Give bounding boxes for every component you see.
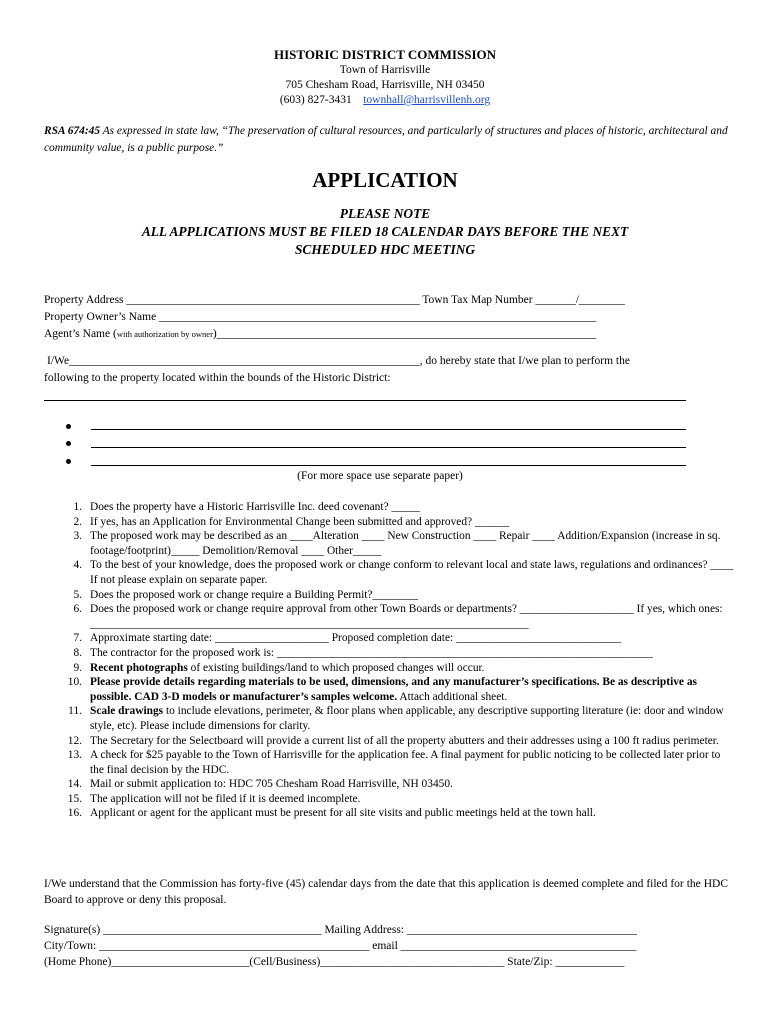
- item-plain-text: of existing buildings/land to which proposed changes will occur.: [187, 661, 485, 674]
- item-text: Does the property have a Historic Harrisville Inc. deed covenant? _____: [90, 501, 420, 513]
- more-space-note: (For more space use separate paper): [297, 470, 463, 482]
- item-text: The proposed work may be described as an ____Alteration ____ New Construction ____ Repair ____ Addition/Expansion (increase in sq. footage/footprint)_____ Demolition/Removal ____ Other_____: [90, 530, 721, 557]
- agent-name-label: Agent’s Name (: [44, 328, 117, 340]
- item-number: 6.: [73, 603, 82, 616]
- agent-name-note: with authorization by owner: [116, 329, 213, 339]
- list-item: [44, 675, 734, 704]
- list-item: [44, 748, 734, 777]
- list-item[interactable]: [44, 515, 734, 530]
- item-number: 1.: [73, 501, 82, 513]
- following-text: following to the property located within the bounds of the Historic District:: [44, 372, 391, 384]
- item-bold-text: Recent photographs: [90, 661, 188, 674]
- notice-line-1: PLEASE NOTE: [339, 206, 431, 221]
- list-item[interactable]: [44, 646, 734, 661]
- agent-name-line: )__________________________________________________________________: [212, 328, 597, 340]
- bullet-2: [66, 441, 71, 446]
- bullet-3: [66, 459, 71, 464]
- item-number: 14.: [67, 778, 82, 791]
- item-text: To the best of your knowledge, does the proposed work or change conform to relevant local and state laws, regulations and ordinances? ____ If not please explain on separate paper.: [90, 559, 734, 586]
- item-text: Does the proposed work or change require approval from other Town Boards or departments? ____________________ If yes, which ones: _____________________________________________________________________________: [90, 603, 723, 630]
- item-text: Mail or submit application to: HDC 705 Chesham Road Harrisville, NH 03450.: [90, 778, 453, 791]
- notice-line-3: SCHEDULED HDC MEETING: [294, 242, 476, 257]
- item-bold-text: Scale drawings: [90, 705, 164, 718]
- property-address-field[interactable]: Property Address ___________________________________________________ Town Tax Map Number _______/________: [44, 294, 625, 306]
- list-item[interactable]: [44, 631, 734, 646]
- item-text: The contractor for the proposed work is: __________________________________________________________________: [90, 646, 653, 659]
- org-heading: HISTORIC DISTRICT COMMISSION: [273, 47, 497, 62]
- item-number: 9.: [73, 661, 82, 674]
- item-number: 7.: [73, 632, 82, 645]
- item-number: 11.: [68, 705, 82, 718]
- town-name: Town of Harrisville: [339, 64, 431, 76]
- list-item[interactable]: [44, 558, 734, 587]
- list-item[interactable]: [44, 529, 734, 558]
- item-text: Does the proposed work or change require a Building Permit?________: [90, 588, 419, 601]
- notice-line-2: ALL APPLICATIONS MUST BE FILED 18 CALENDAR DAYS BEFORE THE NEXT: [141, 224, 629, 239]
- rsa-label: RSA 674:45: [44, 125, 101, 137]
- bullet-1: [66, 424, 71, 429]
- item-number: 2.: [73, 515, 82, 528]
- work-item-line-2[interactable]: [91, 447, 686, 448]
- list-item: [44, 806, 734, 821]
- item-text: [90, 704, 734, 733]
- list-item[interactable]: [44, 588, 734, 603]
- understanding-statement: I/We understand that the Commission has forty-five (45) calendar days from the date that this application is deemed complete and filed for the HDC Board to approve or deny this proposal.: [44, 878, 728, 906]
- item-number: 3.: [73, 530, 82, 543]
- item-text: [90, 661, 734, 676]
- item-plain-text: Attach additional sheet.: [397, 690, 508, 703]
- town-address: 705 Chesham Road, Harrisville, NH 03450: [285, 79, 485, 91]
- item-number: 5.: [73, 588, 82, 601]
- item-text: The application will not be filed if it is deemed incomplete.: [90, 792, 361, 805]
- rsa-text: As expressed in state law, “The preservation of cultural resources, and particularly of structures and places of historic, architectural and community value, is a public purpose.”: [44, 125, 728, 154]
- item-number: 4.: [73, 559, 82, 572]
- list-item: [44, 661, 734, 676]
- phone-state-field[interactable]: (Home Phone)________________________(Cell/Business)________________________________ State/Zip: ____________: [44, 956, 625, 968]
- city-email-field[interactable]: City/Town: _______________________________________________ email _________________________________________: [44, 940, 637, 952]
- owner-name-field[interactable]: Property Owner’s Name ____________________________________________________________________________: [44, 311, 597, 323]
- work-description-line[interactable]: [44, 400, 686, 401]
- item-number: 10.: [67, 676, 82, 689]
- item-text: Approximate starting date: ____________________ Proposed completion date: _____________________________: [90, 632, 622, 645]
- signature-field[interactable]: Signature(s) ______________________________________ Mailing Address: ________________________________________: [44, 924, 637, 936]
- list-item[interactable]: [44, 500, 734, 515]
- phone-number: (603) 827-3431: [279, 94, 352, 106]
- item-number: 13.: [67, 749, 82, 762]
- item-number: 12.: [67, 734, 82, 747]
- list-item: [44, 734, 734, 749]
- item-text: [90, 675, 734, 704]
- list-item: [44, 792, 734, 807]
- contact-line: [0, 94, 770, 106]
- item-number: 15.: [67, 792, 82, 805]
- page-title: APPLICATION: [312, 168, 458, 192]
- agent-name-field[interactable]: [44, 328, 596, 340]
- iwe-statement-field[interactable]: I/We_____________________________________________________________, do hereby state that I/we plan to perform the: [47, 355, 630, 367]
- item-bold-text: Please provide details regarding materials to be used, dimensions, and any manufacturer’s specifications. Be as descriptive as possible. CAD 3-D models or manufacturer’s samples welcome.: [90, 676, 697, 703]
- list-item: [44, 777, 734, 792]
- rsa-quote: [44, 123, 734, 157]
- item-number: 8.: [73, 646, 82, 659]
- item-number: 16.: [67, 807, 82, 820]
- item-text: The Secretary for the Selectboard will provide a current list of all the property abutters and their addresses using a 100 ft radius perimeter.: [90, 734, 719, 747]
- item-text: Applicant or agent for the applicant must be present for all site visits and public meetings held at the town hall.: [90, 807, 596, 820]
- question-list: [44, 500, 734, 821]
- work-item-line-3[interactable]: [91, 465, 686, 466]
- list-item[interactable]: [44, 602, 734, 631]
- email-link[interactable]: townhall@harrisvillenh.org: [363, 94, 491, 106]
- list-item: [44, 704, 734, 733]
- item-plain-text: to include elevations, perimeter, & floor plans when applicable, any descriptive supporting literature (ie: door and window style, etc). Please include dimensions for clarity.: [90, 705, 724, 732]
- item-text: A check for $25 payable to the Town of Harrisville for the application fee. A final payment for public noticing to be collected later prior to the final decision by the HDC.: [90, 749, 721, 776]
- work-item-line-1[interactable]: [91, 429, 686, 430]
- item-text: If yes, has an Application for Environmental Change been submitted and approved? ______: [90, 515, 510, 528]
